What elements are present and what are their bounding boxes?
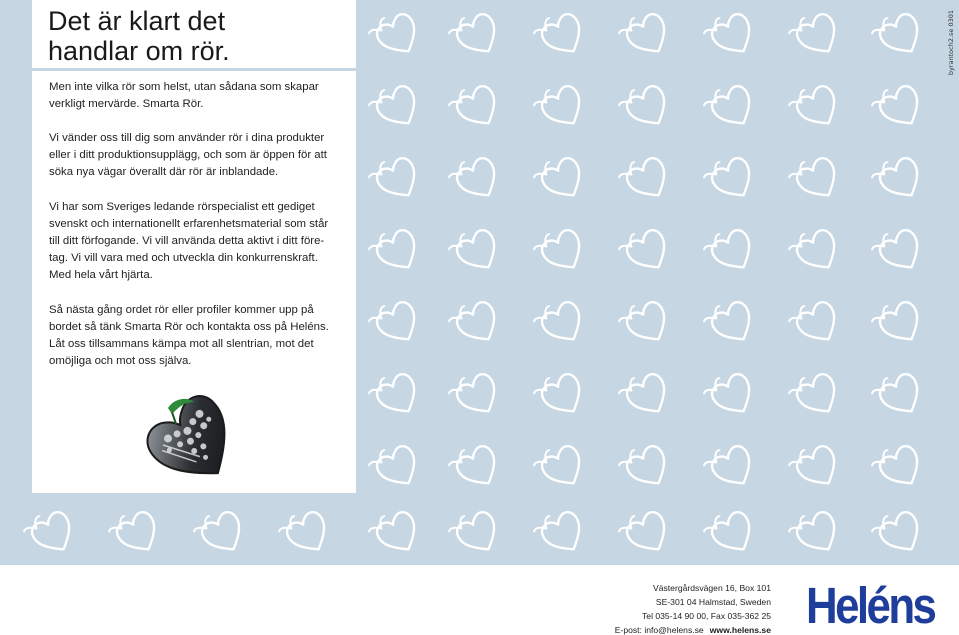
text-line: Med hela vårt hjärta. [49, 269, 153, 282]
heart-sprout-icon [366, 504, 424, 562]
heart-sprout-icon [446, 6, 504, 64]
heart-sprout-icon [869, 366, 927, 424]
heart-sprout-icon [786, 78, 844, 136]
contact-address [531, 581, 771, 635]
text-line: Vi har som Sveriges ledande rörspecialist ett gediget [49, 201, 315, 213]
heart-sprout-icon [366, 438, 424, 496]
heart-sprout-icon [106, 504, 164, 562]
heart-sprout-icon [446, 504, 504, 562]
heart-sprout-icon [446, 438, 504, 496]
headline [48, 6, 348, 66]
heart-sprout-icon [701, 294, 759, 352]
heart-sprout-icon [869, 6, 927, 64]
headline-line: Det är klart det [48, 6, 226, 36]
heart-sprout-icon [869, 504, 927, 562]
heart-sprout-icon [786, 222, 844, 280]
text-panel [32, 0, 356, 493]
heart-sprout-icon [701, 438, 759, 496]
address-line: Tel 035-14 90 00, Fax 035-362 25 [642, 611, 771, 621]
text-line: Så nästa gång ordet rör eller profiler kommer upp på [49, 304, 314, 316]
heart-sprout-icon [366, 6, 424, 64]
text-line: bordet så tänk Smarta Rör och kontakta oss på Heléns. [49, 321, 329, 334]
text-line: Vi vänder oss till dig som använder rör i dina produkter [49, 132, 325, 144]
heart-sprout-icon [869, 150, 927, 208]
text-line: omöjliga och mot oss själva. [49, 355, 192, 368]
heart-sprout-icon [701, 78, 759, 136]
heart-sprout-icon [446, 78, 504, 136]
heart-sprout-icon [616, 366, 674, 424]
text-line: Men inte vilka rör som helst, utan sådana som skapar [49, 81, 319, 93]
text-line: till ditt förfogande. Vi vill använda detta aktivt i ditt före- [49, 235, 325, 248]
heart-sprout-icon [366, 222, 424, 280]
heart-sprout-icon [701, 366, 759, 424]
heart-sprout-icon [786, 6, 844, 64]
headline-line: handlar om rör. [48, 36, 230, 66]
heart-sprout-icon [531, 6, 589, 64]
heart-sprout-icon [366, 294, 424, 352]
heart-sprout-icon [616, 150, 674, 208]
heart-sprout-icon [786, 504, 844, 562]
heart-sprout-icon [531, 504, 589, 562]
heart-sprout-icon [446, 150, 504, 208]
heart-sprout-icon [531, 222, 589, 280]
heart-sprout-icon [616, 6, 674, 64]
email-text[interactable]: E-post: info@helens.se [614, 625, 704, 635]
paragraph-experience [49, 199, 345, 284]
heart-sprout-icon [531, 150, 589, 208]
heart-sprout-icon [191, 504, 249, 562]
divider [32, 68, 356, 71]
heart-sprout-icon [701, 504, 759, 562]
text-line: svenskt och internationellt erfarenhetsmaterial som står [49, 218, 329, 231]
heart-sprout-icon [446, 294, 504, 352]
heart-sprout-icon [446, 366, 504, 424]
helens-logo: Heléns [806, 577, 935, 634]
heart-sprout-icon [869, 294, 927, 352]
agency-credit: byrantoch2.se 0301 [947, 10, 955, 76]
heart-sprout-icon [531, 438, 589, 496]
heart-sprout-icon [366, 78, 424, 136]
heart-sprout-icon [701, 150, 759, 208]
heart-sprout-icon [616, 504, 674, 562]
heart-sprout-icon [786, 438, 844, 496]
heart-sprout-icon [531, 294, 589, 352]
contact-web-line [531, 623, 771, 635]
heart-sprout-icon [366, 150, 424, 208]
address-line: SE-301 04 Halmstad, Sweden [655, 597, 771, 607]
heart-sprout-icon [616, 78, 674, 136]
heart-sprout-icon [616, 294, 674, 352]
paragraph-intro [49, 79, 345, 113]
heart-sprout-icon [276, 504, 334, 562]
heart-sprout-icon [786, 294, 844, 352]
heart-sprout-icon [869, 438, 927, 496]
heart-sprout-icon [366, 366, 424, 424]
heart-sprout-icon [701, 6, 759, 64]
paragraph-call-to-action [49, 302, 345, 370]
heart-sprout-icon [869, 222, 927, 280]
heart-sprout-icon [616, 222, 674, 280]
address-line: Västergårdsvägen 16, Box 101 [652, 583, 771, 593]
heart-sprout-icon [786, 366, 844, 424]
heart-sprout-icon [616, 438, 674, 496]
paragraph-audience [49, 130, 345, 181]
website-link[interactable]: www.helens.se [709, 625, 771, 635]
heart-sprout-icon [701, 222, 759, 280]
heart-sprout-icon [531, 366, 589, 424]
tube-heart-product-image [132, 390, 252, 490]
heart-sprout-icon [21, 504, 79, 562]
text-line: tag. Vi vill vara med och utveckla din konkurrenskraft. [49, 252, 318, 265]
text-line: söka nya vägar överallt där rör är inblandade. [49, 166, 279, 179]
footer [0, 565, 959, 635]
text-line: Låt oss tillsammans kämpa mot all slentrian, mot det [49, 338, 314, 351]
heart-sprout-icon [531, 78, 589, 136]
heart-sprout-icon [869, 78, 927, 136]
text-line: verkligt mervärde. Smarta Rör. [49, 98, 204, 111]
heart-sprout-icon [786, 150, 844, 208]
text-line: eller i ditt produktionsupplägg, och som är öppen för att [49, 149, 327, 162]
heart-sprout-icon [446, 222, 504, 280]
